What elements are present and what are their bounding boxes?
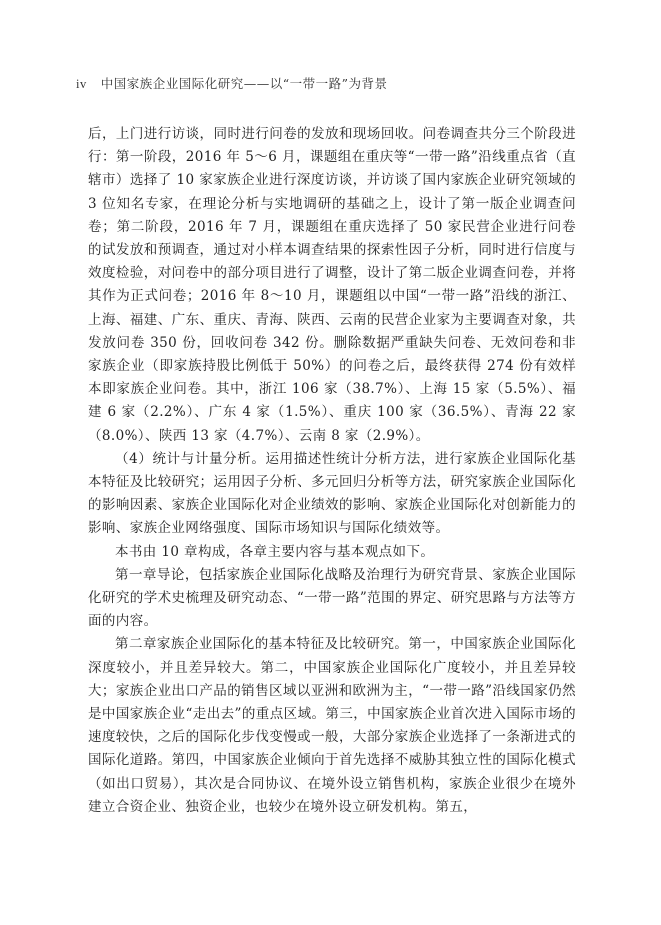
paragraph-statistical-analysis: （4）统计与计量分析。运用描述性统计分析方法，进行家族企业国际化基本特征及比较研究；运用因子分析、多元回归分析等方法，研究家族企业国际化的影响因素、家族企业国际化对企业绩效的影响、家族企业国际化对创新能力的影响、家族企业网络强度、国际市场知识与国际化绩效等。: [88, 450, 576, 537]
paragraph-chapter-2: 第二章家族企业国际化的基本特征及比较研究。第一，中国家族企业国际化深度较小，并且差异较大。第二，中国家族企业国际化广度较小，并且差异较大；家族企业出口产品的销售区域以亚洲和欧洲为主，“一带一路”沿线国家仍然是中国家族企业“走出去”的重点区域。第三，中国家族企业首次进入国际市场的速度较快，之后的国际化步伐变慢或一般，大部分家族企业选择了一条渐进式的国际化道路。第四，中国家族企业倾向于首先选择不威胁其独立性的国际化模式（如出口贸易），其次是合同协议、在境外设立销售机构，家族企业很少在境外建立合资企业、独资企业，也较少在境外设立研发机构。第五，: [88, 636, 576, 815]
page-number: iv: [76, 77, 87, 91]
body-text: [88, 123, 576, 819]
running-header: [76, 74, 388, 92]
paragraph-survey-continuation: 后，上门进行访谈，同时进行问卷的发放和现场回收。问卷调查共分三个阶段进行：第一阶段，2016 年 5～6 月，课题组在重庆等“一带一路”沿线重点省（直辖市）选择了 10 家家族企业进行深度访谈，并访谈了国内家族企业研究领域的 3 位知名专家，在理论分析与实地调研的基础之上，设计了第一版企业调查问卷；第二阶段，2016 年 7 月，课题组在重庆选择了 50 家民营企业进行问卷的试发放和预调查，通过对小样本调查结果的探索性因子分析，同时进行信度与效度检验，对问卷中的部分项目进行了调整，设计了第二版企业调查问卷，并将其作为正式问卷；2016 年 8～10 月，课题组以中国“一带一路”沿线的浙江、上海、福建、广东、重庆、青海、陕西、云南的民营企业家为主要调查对象，共发放问卷 350 份，回收问卷 342 份。删除数据严重缺失问卷、无效问卷和非家族企业（即家族持股比例低于 50%）的问卷之后，最终获得 274 份有效样本即家族企业问卷。其中，浙江 106 家（38.7%）、上海 15 家（5.5%）、福建 6 家（2.2%）、广东 4 家（1.5%）、重庆 100 家（36.5%）、青海 22 家（8.0%）、陕西 13 家（4.7%）、云南 8 家（2.9%）。: [88, 126, 576, 444]
book-title: 中国家族企业国际化研究——以“一带一路”为背景: [100, 76, 388, 91]
paragraph-book-structure: 本书由 10 章构成，各章主要内容与基本观点如下。: [115, 543, 435, 560]
paragraph-chapter-1: 第一章导论，包括家族企业国际化战略及治理行为研究背景、家族企业国际化研究的学术史梳理及研究动态、“一带一路”范围的界定、研究思路与方法等方面的内容。: [88, 566, 576, 630]
